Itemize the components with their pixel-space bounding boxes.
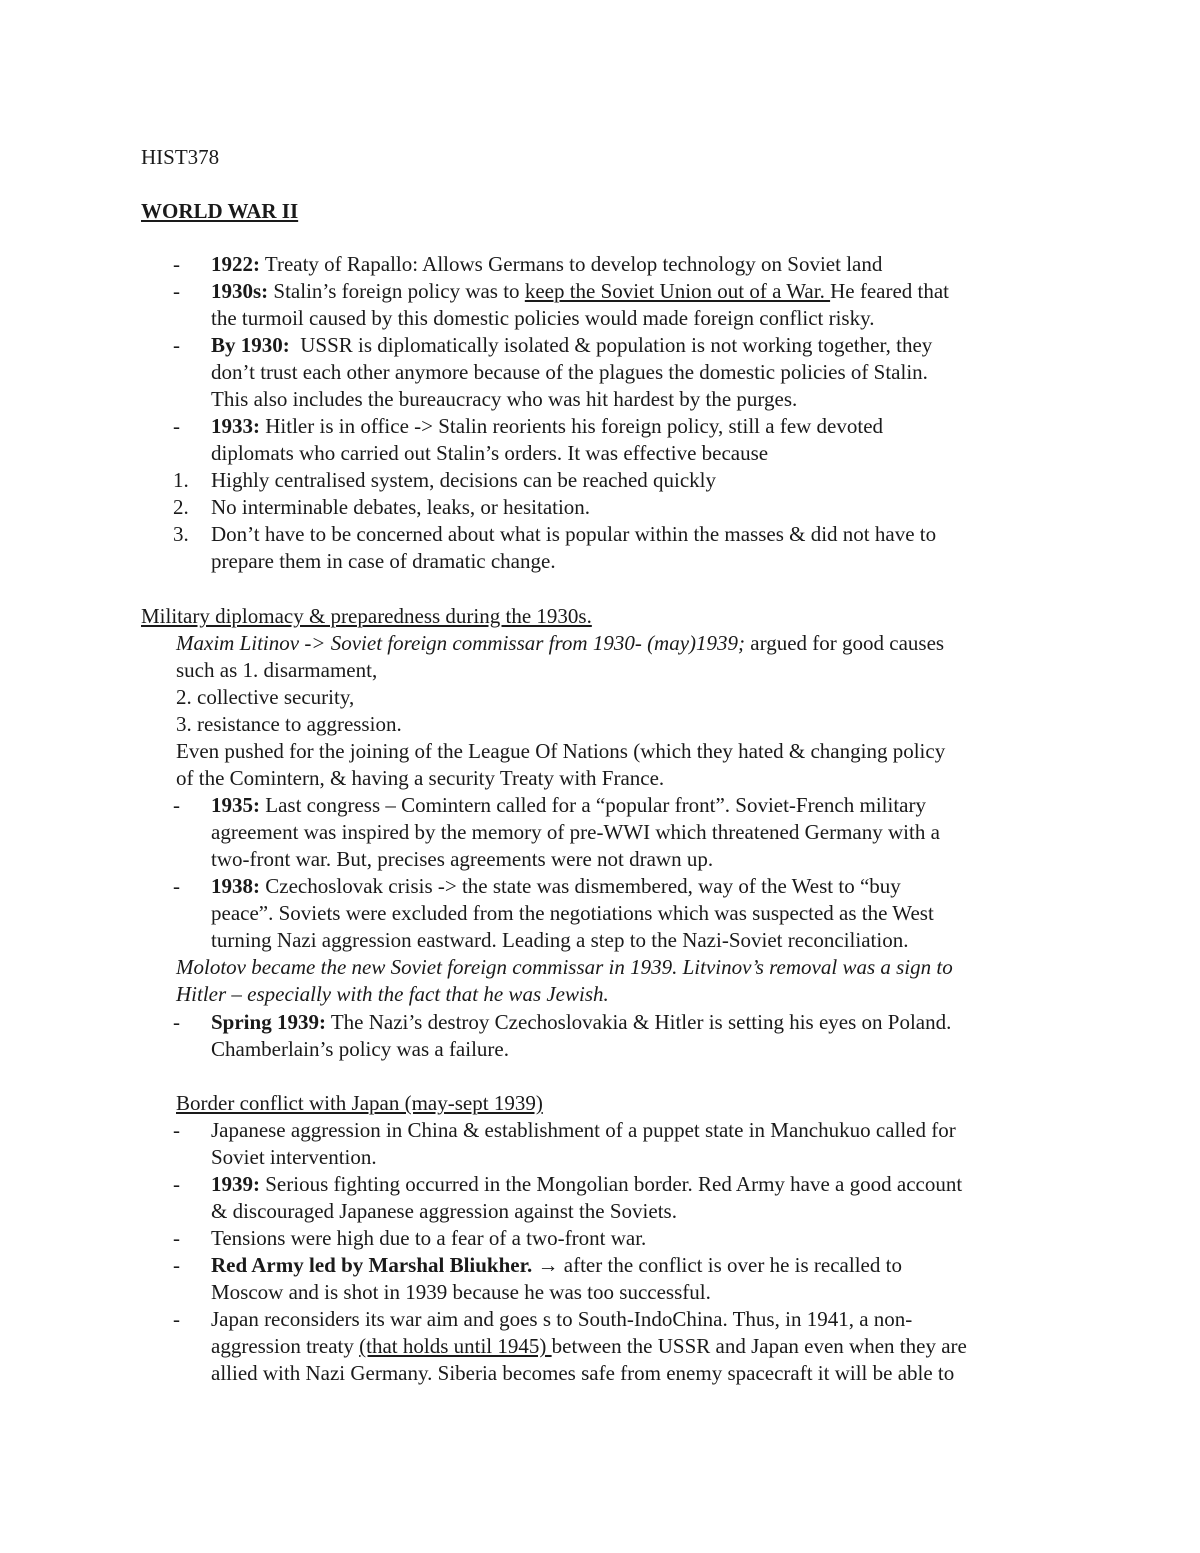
bullet-continuation: agreement was inspired by the memory of pre-WWI which threatened Germany with a	[211, 820, 940, 844]
bullet-continuation: peace”. Soviets were excluded from the negotiations which was suspected as the West	[211, 901, 934, 925]
bullet-marker: -	[173, 793, 180, 817]
bullet-continuation: Chamberlain’s policy was a failure.	[211, 1037, 509, 1061]
bullet-1935	[211, 792, 926, 818]
numbered-item: Highly centralised system, decisions can be reached quickly	[211, 468, 717, 492]
year-label: 1922:	[211, 252, 260, 276]
bullet-text: between the USSR and Japan even when they are	[551, 1334, 967, 1358]
number-marker: 2.	[173, 495, 189, 519]
bullet-text: USSR is diplomatically isolated & population is not working together, they	[300, 333, 933, 357]
bullet-marker: -	[173, 1253, 180, 1277]
bullet-text: Treaty of Rapallo: Allows Germans to develop technology on Soviet land	[264, 252, 883, 276]
bullet-marker: -	[173, 1226, 180, 1250]
underlined-text: keep the Soviet Union out of a War.	[524, 279, 831, 303]
paragraph-line: 3. resistance to aggression.	[176, 712, 402, 736]
bullet-text: aggression treaty	[211, 1334, 360, 1358]
bullet-spring-1939	[211, 1009, 951, 1035]
bullet-continuation	[211, 1333, 967, 1359]
bullet-continuation: don’t trust each other anymore because of the plagues the domestic policies of Stalin.	[211, 360, 928, 384]
bullet-bliukher	[211, 1252, 902, 1278]
year-label: 1930s:	[211, 279, 269, 303]
bullet-continuation: diplomats who carried out Stalin’s orders. It was effective because	[211, 441, 769, 465]
molotov-line: Molotov became the new Soviet foreign commissar in 1939. Litvinov’s removal was a sign to	[176, 955, 953, 979]
bullet-text: Japan reconsiders its war aim and goes s to South-IndoChina. Thus, in 1941, a non-	[211, 1307, 913, 1331]
bullet-marker: -	[173, 333, 180, 357]
molotov-line: Hitler – especially with the fact that he was Jewish.	[176, 982, 609, 1006]
document-title: WORLD WAR II	[141, 199, 299, 223]
bullet-marker: -	[173, 279, 180, 303]
paragraph-line: Even pushed for the joining of the League Of Nations (which they hated & changing policy	[176, 739, 946, 763]
year-label: 1939:	[211, 1172, 260, 1196]
year-label: 1938:	[211, 874, 260, 898]
bullet-continuation: allied with Nazi Germany. Siberia becomes safe from enemy spacecraft it will be able to	[211, 1361, 955, 1385]
litvinov-paragraph	[176, 630, 944, 656]
bullet-continuation: two-front war. But, precises agreements were not drawn up.	[211, 847, 714, 871]
bullet-marker: -	[173, 414, 180, 438]
paragraph-line: such as 1. disarmament,	[176, 658, 378, 682]
italic-text: Maxim Litinov -> Soviet foreign commissar from 1930- (may)1939;	[176, 631, 746, 655]
bullet-text: Last congress – Comintern called for a “popular front”. Soviet-French military	[265, 793, 926, 817]
bullet-continuation: the turmoil caused by this domestic policies would made foreign conflict risky.	[211, 306, 875, 330]
bullet-text: Hitler is in office -> Stalin reorients his foreign policy, still a few devoted	[265, 414, 884, 438]
number-marker: 3.	[173, 522, 189, 546]
number-marker: 1.	[173, 468, 189, 492]
bullet-continuation: & discouraged Japanese aggression against the Soviets.	[211, 1199, 677, 1223]
course-code: HIST378	[141, 145, 220, 169]
bullet-marker: -	[173, 1118, 180, 1142]
bullet-marker: -	[173, 874, 180, 898]
bullet-continuation: This also includes the bureaucracy who was hit hardest by the purges.	[211, 387, 798, 411]
bullet-by-1930	[211, 332, 932, 358]
year-label: 1935:	[211, 793, 260, 817]
bullet-text: Stalin’s foreign policy was to	[273, 279, 525, 303]
bullet-1933	[211, 413, 883, 439]
numbered-item: Don’t have to be concerned about what is popular within the masses & did not have to	[211, 522, 937, 546]
underlined-text: (that holds until 1945)	[359, 1334, 552, 1358]
bullet-continuation: turning Nazi aggression eastward. Leading a step to the Nazi-Soviet reconciliation.	[211, 928, 909, 952]
bullet-marker: -	[173, 1010, 180, 1034]
bullet-text: Japanese aggression in China & establishment of a puppet state in Manchukuo called for	[211, 1118, 956, 1142]
bullet-text: → after the conflict is over he is recalled to	[532, 1253, 902, 1277]
year-label: 1933:	[211, 414, 260, 438]
section-heading-military-diplomacy: Military diplomacy & preparedness during the 1930s.	[141, 604, 592, 628]
bullet-text: Tensions were high due to a fear of a two-front war.	[211, 1226, 647, 1250]
paragraph-text: argued for good causes	[745, 631, 945, 655]
numbered-continuation: prepare them in case of dramatic change.	[211, 549, 556, 573]
bullet-marker: -	[173, 252, 180, 276]
bullet-continuation: Moscow and is shot in 1939 because he was too successful.	[211, 1280, 711, 1304]
paragraph-line: 2. collective security,	[176, 685, 355, 709]
bullet-marker: -	[173, 1307, 180, 1331]
bullet-text: Czechoslovak crisis -> the state was dismembered, way of the West to “buy	[265, 874, 901, 898]
bullet-text: The Nazi’s destroy Czechoslovakia & Hitler is setting his eyes on Poland.	[330, 1010, 952, 1034]
bold-text: Red Army led by Marshal Bliukher.	[211, 1253, 533, 1277]
bullet-text: Serious fighting occurred in the Mongolian border. Red Army have a good account	[265, 1172, 963, 1196]
year-label: Spring 1939:	[211, 1010, 326, 1034]
paragraph-line: of the Comintern, & having a security Treaty with France.	[176, 766, 665, 790]
bullet-1930s	[211, 278, 949, 304]
bullet-1939	[211, 1171, 962, 1197]
year-label: By 1930:	[211, 333, 290, 357]
bullet-1938	[211, 873, 901, 899]
bullet-text: He feared that	[830, 279, 950, 303]
bullet-marker: -	[173, 1172, 180, 1196]
bullet-continuation: Soviet intervention.	[211, 1145, 377, 1169]
bullet-1922	[211, 251, 882, 277]
section-heading-border-conflict: Border conflict with Japan (may-sept 1939)	[176, 1091, 543, 1115]
numbered-item: No interminable debates, leaks, or hesitation.	[211, 495, 591, 519]
